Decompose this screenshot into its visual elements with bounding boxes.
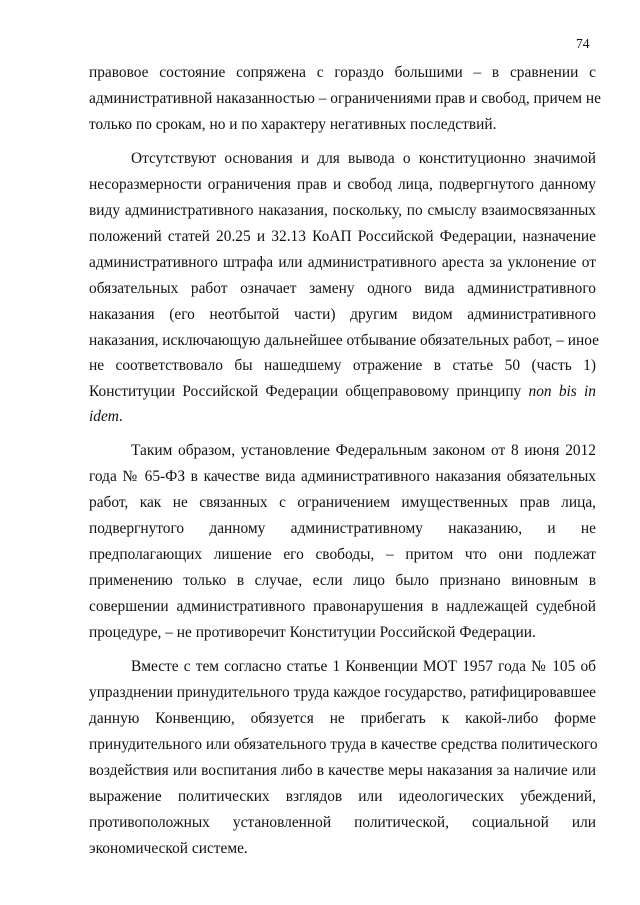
- text-line: наказания, исключающую дальнейшее отбывание обязательных работ, – иное: [89, 332, 599, 349]
- text-line: противоположных установленной политической, социальной или: [89, 814, 596, 831]
- text-line: виду административного наказания, поскольку, по смыслу взаимосвязанных: [89, 202, 596, 219]
- text-line: наказания (его неотбытой части) другим видом административного: [89, 306, 596, 323]
- page-number: 74: [576, 36, 590, 51]
- text-line: обязательных работ означает замену одного вида административного: [89, 280, 596, 297]
- text-line: упразднении принудительного труда каждое государство, ратифицировавшее: [89, 684, 596, 701]
- text-line: административной наказанностью – ограничениями прав и свобод, причем не: [89, 90, 601, 107]
- text-line: совершении административного правонарушения в надлежащей судебной: [89, 598, 596, 615]
- text-line: экономической системе.: [89, 840, 248, 857]
- text-line: только по срокам, но и по характеру негативных последствий.: [89, 116, 497, 133]
- text-line: данную Конвенцию, обязуется не прибегать к какой-либо форме: [89, 710, 596, 727]
- text-line: выражение политических взглядов или идеологических убеждений,: [89, 788, 596, 805]
- text-line: Конституции Российской Федерации общеправовому принципу non bis in: [89, 383, 596, 400]
- text-line: административного штрафа или административного ареста за уклонение от: [89, 254, 596, 271]
- text-line: Отсутствуют основания и для вывода о конституционно значимой: [131, 150, 596, 167]
- text-line: Вместе с тем согласно статье 1 Конвенции МОТ 1957 года № 105 об: [131, 658, 596, 675]
- text-line: предполагающих лишение его свободы, – притом что они подлежат: [89, 546, 596, 563]
- text-line: несоразмерности ограничения прав и свобод лица, подвергнутого данному: [89, 176, 596, 193]
- text-line: Таким образом, установление Федеральным законом от 8 июня 2012: [131, 442, 596, 459]
- text-line: применению только в случае, если лицо было признано виновным в: [89, 572, 596, 589]
- italic-text: non bis in: [528, 383, 596, 400]
- text-line: подвергнутого данному административному наказанию, и не: [89, 520, 596, 537]
- italic-text: idem: [89, 408, 119, 425]
- text-line: процедуре, – не противоречит Конституции Российской Федерации.: [89, 624, 536, 641]
- text-line: принудительного или обязательного труда в качестве средства политического: [89, 736, 598, 753]
- text-line: года № 65-ФЗ в качестве вида административного наказания обязательных: [89, 468, 596, 485]
- text-line: воздействия или воспитания либо в качестве меры наказания за наличие или: [89, 762, 596, 779]
- text-line: не соответствовало бы нашедшему отражение в статье 50 (часть 1): [89, 357, 596, 374]
- text-line: правовое состояние сопряжена с гораздо большими – в сравнении с: [89, 64, 596, 81]
- text-line: idem.: [89, 408, 123, 425]
- text-line: работ, как не связанных с ограничением имущественных прав лица,: [89, 494, 596, 511]
- text-line: положений статей 20.25 и 32.13 КоАП Российской Федерации, назначение: [89, 228, 596, 245]
